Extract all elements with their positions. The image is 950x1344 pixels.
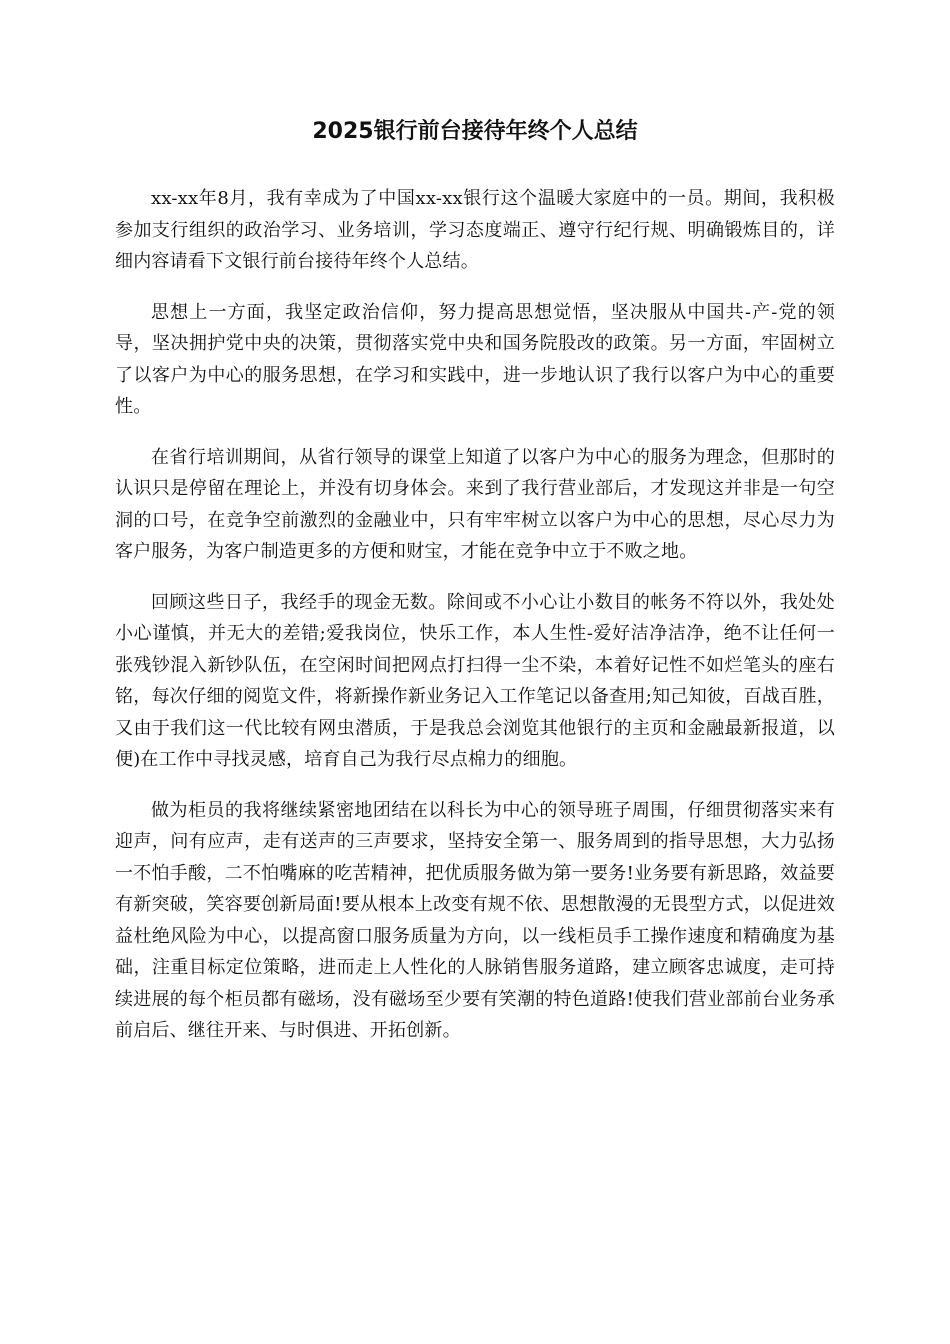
document-body: [115, 183, 835, 1066]
paragraph-review: 回顾这些日子，我经手的现金无数。除间或不小心让小数目的帐务不符以外，我处处小心谨慎，并无大的差错;爱我岗位，快乐工作，本人生性-爱好洁净洁净，绝不让任何一张残钞混入新钞队伍，在空闲时间把网点打扫得一尘不染，本着好记性不如烂笔头的座右铭，每次仔细的阅览文件，将新操作新业务记入工作笔记以备查用;知己知彼，百战百胜，又由于我们这一代比较有网虫潜质，于是我总会浏览其他银行的主页和金融最新报道，以便)在工作中寻找灵感，培育自己为我行尽点棉力的细胞。: [115, 591, 835, 770]
paragraph-outlook: 做为柜员的我将继续紧密地团结在以科长为中心的领导班子周围，仔细贯彻落实来有迎声，问有应声，走有送声的三声要求，坚持安全第一、服务周到的指导思想，大力弘扬一不怕手酸，二不怕嘴麻的吃苦精神，把优质服务做为第一要务!业务要有新思路，效益要有新突破，笑容要创新局面!要从根本上改变有规不依、思想散漫的无畏型方式，以促进效益杜绝风险为中心，以提高窗口服务质量为方向，以一线柜员手工操作速度和精确度为基础，注重目标定位策略，进而走上人性化的人脉销售服务道路，建立顾客忠诚度，走可持续进展的每个柜员都有磁场，没有磁场至少要有笑潮的特色道路!使我们营业部前台业务承前启后、继往开来、与时俱进、开拓创新。: [115, 799, 835, 1041]
document-title: 2025银行前台接待年终个人总结: [312, 119, 638, 144]
paragraph-ideology: 思想上一方面，我坚定政治信仰，努力提高思想觉悟，坚决服从中国共-产-党的领导，坚决拥护党中央的决策，贯彻落实党中央和国务院股改的政策。另一方面，牢固树立了以客户为中心的服务思想，在学习和实践中，进一步地认识了我行以客户为中心的重要性。: [115, 301, 835, 417]
paragraph-training: 在省行培训期间，从省行领导的课堂上知道了以客户为中心的服务为理念，但那时的认识只是停留在理论上，并没有切身体会。来到了我行营业部后，才发现这并非是一句空洞的口号，在竞争空前激烈的金融业中，只有牢牢树立以客户为中心的思想，尽心尽力为客户服务，为客户制造更多的方便和财宝，才能在竞争中立于不败之地。: [115, 446, 835, 562]
paragraph-intro: xx-xx年8月，我有幸成为了中国xx-xx银行这个温暖大家庭中的一员。期间，我积极参加支行组织的政治学习、业务培训，学习态度端正、遵守行纪行规、明确锻炼目的，详细内容请看下文银行前台接待年终个人总结。: [115, 188, 835, 272]
